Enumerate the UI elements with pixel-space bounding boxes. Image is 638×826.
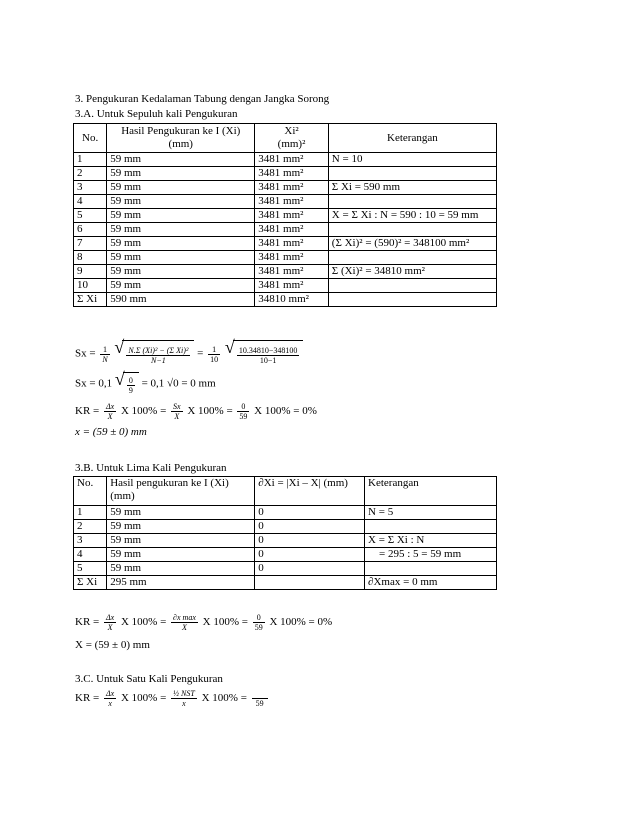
subsection-b-heading: 3.B. Untuk Lima Kali Pengukuran: [75, 462, 227, 474]
pct-text: X 100% =: [120, 405, 167, 417]
frac-sx-x: [171, 402, 183, 421]
frac-rad2: [237, 346, 300, 365]
sx2-label: Sx = 0,1: [75, 377, 113, 390]
sx2-tail: = 0,1 √0 = 0 mm: [141, 377, 216, 390]
table-a-body: [74, 153, 497, 307]
table-a-cell: 3: [74, 181, 107, 195]
table-a-cell: 3481 mm²: [255, 223, 329, 237]
table-b-cell: 0: [255, 562, 365, 576]
table-a-cell: [328, 293, 496, 307]
table-a-cell: 4: [74, 195, 107, 209]
table-a-cell: 59 mm: [107, 265, 255, 279]
table-a-row: [74, 209, 497, 223]
table-b-header-hasil-line2: (mm): [110, 490, 135, 502]
frac-den: X: [107, 622, 113, 632]
table-a-cell: 8: [74, 251, 107, 265]
table-b-row: [74, 548, 497, 562]
table-a-header-row: [74, 124, 497, 153]
table-b-header-row: [74, 477, 497, 506]
table-a-cell: 10: [74, 279, 107, 293]
radical-1: [114, 337, 194, 368]
table-a-cell: [328, 251, 496, 265]
table-a-cell: 59 mm: [107, 167, 255, 181]
table-a-cell: 590 mm: [107, 293, 255, 307]
table-b-header-hasil: [107, 477, 255, 506]
table-a-cell: 1: [74, 153, 107, 167]
table-a-row: [74, 251, 497, 265]
table-a-cell: 2: [74, 167, 107, 181]
result-b: X = (59 ± 0) mm: [75, 639, 150, 651]
frac-rad1: [126, 346, 190, 365]
frac-num: ∂x max: [173, 612, 196, 622]
table-a-cell: [328, 223, 496, 237]
table-a-header-xi2-line1: Xi²: [284, 125, 299, 137]
table-b-header-dxi: ∂Xi = |Xi – X| (mm): [255, 477, 365, 506]
pct-text-3: X 100% = 0%: [269, 616, 333, 628]
table-a-cell: 3481 mm²: [255, 279, 329, 293]
frac-0-over-9: [127, 376, 135, 395]
table-a-cell: (Σ Xi)² = (590)² = 348100 mm²: [328, 237, 496, 251]
frac-num: Sx: [173, 401, 181, 411]
frac-num: ½ NST: [173, 688, 195, 698]
table-b-cell: 59 mm: [107, 520, 255, 534]
frac-num: N.Σ (Xi)² − (Σ Xi)²: [128, 345, 189, 355]
table-b-cell: 59 mm: [107, 548, 255, 562]
table-a-header-hasil-line2: (mm): [168, 138, 193, 150]
formula-kr-c: [75, 686, 270, 710]
frac-den: 59: [255, 698, 264, 708]
frac-half-nst-x: [171, 689, 197, 708]
radical-3: [114, 369, 139, 396]
table-a-cell: Σ Xi = 590 mm: [328, 181, 496, 195]
frac-den: x: [182, 698, 186, 708]
frac-den: N−1: [151, 355, 166, 365]
table-b-cell: [365, 520, 497, 534]
sx-label: Sx =: [75, 347, 96, 360]
table-a-cell: 3481 mm²: [255, 209, 329, 223]
table-a-header-hasil-line1: Hasil Pengukuran ke I (Xi): [121, 125, 241, 137]
subsection-c-heading: 3.C. Untuk Satu Kali Pengukuran: [75, 673, 223, 685]
equals: =: [197, 347, 204, 360]
table-b-cell: N = 5: [365, 506, 497, 520]
table-b-cell: 0: [255, 534, 365, 548]
result-a: x = (59 ± 0) mm: [75, 426, 147, 438]
frac-num: 1: [208, 345, 220, 355]
table-a-row: [74, 279, 497, 293]
table-a-cell: 34810 mm²: [255, 293, 329, 307]
table-a-cell: 6: [74, 223, 107, 237]
table-a-row: [74, 265, 497, 279]
frac-num: 0: [237, 402, 249, 412]
kr-label: KR =: [75, 616, 100, 628]
frac-dx-x: [104, 689, 116, 708]
table-b-cell: Σ Xi: [74, 576, 107, 590]
table-b: [73, 476, 497, 590]
table-a-cell: 3481 mm²: [255, 195, 329, 209]
table-a-cell: X = Σ Xi : N = 590 : 10 = 59 mm: [328, 209, 496, 223]
table-b-row: [74, 534, 497, 548]
frac-num: Δx: [105, 401, 115, 411]
frac-num: 1: [100, 345, 109, 355]
table-a: [73, 123, 497, 307]
pct-text-2: X 100% =: [202, 616, 248, 628]
frac-num: 0: [253, 613, 265, 623]
frac-den: X: [182, 622, 187, 632]
table-a-cell: [328, 195, 496, 209]
table-a-cell: N = 10: [328, 153, 496, 167]
table-b-cell: 59 mm: [107, 506, 255, 520]
frac-num: [252, 689, 268, 699]
subsection-a-heading: 3.A. Untuk Sepuluh kali Pengukuran: [75, 108, 238, 120]
table-a-cell: 59 mm: [107, 251, 255, 265]
frac-den: x: [108, 698, 112, 708]
table-a-cell: [328, 167, 496, 181]
formula-kr-b: [75, 610, 332, 634]
frac-den: 59: [254, 622, 263, 632]
table-b-cell: 4: [74, 548, 107, 562]
frac-dx-x: [104, 402, 116, 421]
table-a-row: [74, 181, 497, 195]
table-a-cell: Σ (Xi)² = 34810 mm²: [328, 265, 496, 279]
kr-label: KR =: [75, 405, 100, 417]
table-b-cell: = 295 : 5 = 59 mm: [365, 548, 497, 562]
frac-den: N: [102, 354, 108, 364]
table-b-cell: 295 mm: [107, 576, 255, 590]
table-a-cell: Σ Xi: [74, 293, 107, 307]
table-b-row: [74, 506, 497, 520]
table-a-header-xi2: [255, 124, 329, 153]
table-b-cell: [365, 562, 497, 576]
sqrt-symbol: √: [114, 337, 125, 357]
table-a-header-xi2-line2: (mm)²: [277, 138, 306, 150]
table-a-cell: 5: [74, 209, 107, 223]
frac-0-59: [253, 613, 265, 632]
table-b-cell: X = Σ Xi : N: [365, 534, 497, 548]
table-a-row: [74, 153, 497, 167]
table-a-row: [74, 223, 497, 237]
table-a-header-hasil: [107, 124, 255, 153]
table-a-cell: 59 mm: [107, 223, 255, 237]
table-a-cell: [328, 279, 496, 293]
table-a-cell: 3481 mm²: [255, 153, 329, 167]
table-b-cell: 1: [74, 506, 107, 520]
pct-text-3: X 100% = 0%: [254, 405, 317, 417]
pct-text-2: X 100% =: [201, 692, 247, 704]
table-b-cell: ∂Xmax = 0 mm: [365, 576, 497, 590]
radical-2: [224, 337, 304, 368]
sqrt-symbol: √: [114, 369, 125, 389]
formula-sx: [75, 337, 303, 366]
table-b-row: [74, 576, 497, 590]
table-b-header-keterangan: Keterangan: [365, 477, 497, 506]
table-a-header-keterangan: Keterangan: [328, 124, 496, 153]
pct-text: X 100% =: [120, 692, 167, 704]
table-a-cell: 9: [74, 265, 107, 279]
pct-text: X 100% =: [120, 616, 167, 628]
table-a-row: [74, 237, 497, 251]
frac-num: 0: [128, 375, 133, 385]
frac-blank-59: [252, 689, 268, 708]
table-b-cell: 0: [255, 506, 365, 520]
table-a-cell: 3481 mm²: [255, 167, 329, 181]
frac-dxmax-x: [171, 613, 198, 632]
frac-num: Δx: [105, 612, 115, 622]
frac-1-over-n: [100, 345, 109, 364]
sqrt-symbol: √: [224, 337, 235, 357]
frac-den: 10−1: [259, 355, 277, 365]
table-b-row: [74, 520, 497, 534]
table-b-cell: 3: [74, 534, 107, 548]
table-b-body: [74, 506, 497, 590]
table-b-header-hasil-line1: Hasil pengukuran ke I (Xi): [110, 477, 229, 489]
frac-den: 10: [210, 354, 219, 364]
formula-kr-a: [75, 399, 317, 423]
frac-1-over-10: [208, 345, 220, 364]
table-a-cell: 3481 mm²: [255, 251, 329, 265]
table-b-cell: 0: [255, 520, 365, 534]
table-b-row: [74, 562, 497, 576]
frac-den: 59: [239, 411, 248, 421]
table-b-cell: 59 mm: [107, 534, 255, 548]
frac-num: 10.34810−348100: [238, 345, 298, 355]
table-a-row: [74, 195, 497, 209]
table-a-cell: 59 mm: [107, 209, 255, 223]
table-b-cell: 59 mm: [107, 562, 255, 576]
frac-dx-x: [104, 613, 116, 632]
table-a-row: [74, 293, 497, 307]
frac-den: X: [174, 411, 180, 421]
pct-text-2: X 100% =: [187, 405, 233, 417]
kr-label: KR =: [75, 692, 100, 704]
frac-num: Δx: [105, 688, 115, 698]
frac-den: 9: [128, 385, 133, 395]
table-b-header-no: No.: [74, 477, 107, 506]
section-heading: 3. Pengukuran Kedalaman Tabung dengan Jangka Sorong: [75, 93, 330, 105]
table-a-header-no: No.: [74, 124, 107, 153]
table-b-cell: 2: [74, 520, 107, 534]
table-a-cell: 59 mm: [107, 181, 255, 195]
formula-sx-2: [75, 369, 216, 395]
table-a-cell: 59 mm: [107, 279, 255, 293]
table-a-cell: 59 mm: [107, 153, 255, 167]
table-b-cell: 5: [74, 562, 107, 576]
table-b-cell: 0: [255, 548, 365, 562]
table-a-cell: 59 mm: [107, 237, 255, 251]
frac-0-59: [237, 402, 249, 421]
frac-den: X: [107, 411, 113, 421]
table-a-cell: 7: [74, 237, 107, 251]
table-a-cell: 3481 mm²: [255, 181, 329, 195]
table-a-cell: 3481 mm²: [255, 237, 329, 251]
table-a-cell: 59 mm: [107, 195, 255, 209]
table-b-cell: [255, 576, 365, 590]
table-a-row: [74, 167, 497, 181]
table-a-cell: 3481 mm²: [255, 265, 329, 279]
